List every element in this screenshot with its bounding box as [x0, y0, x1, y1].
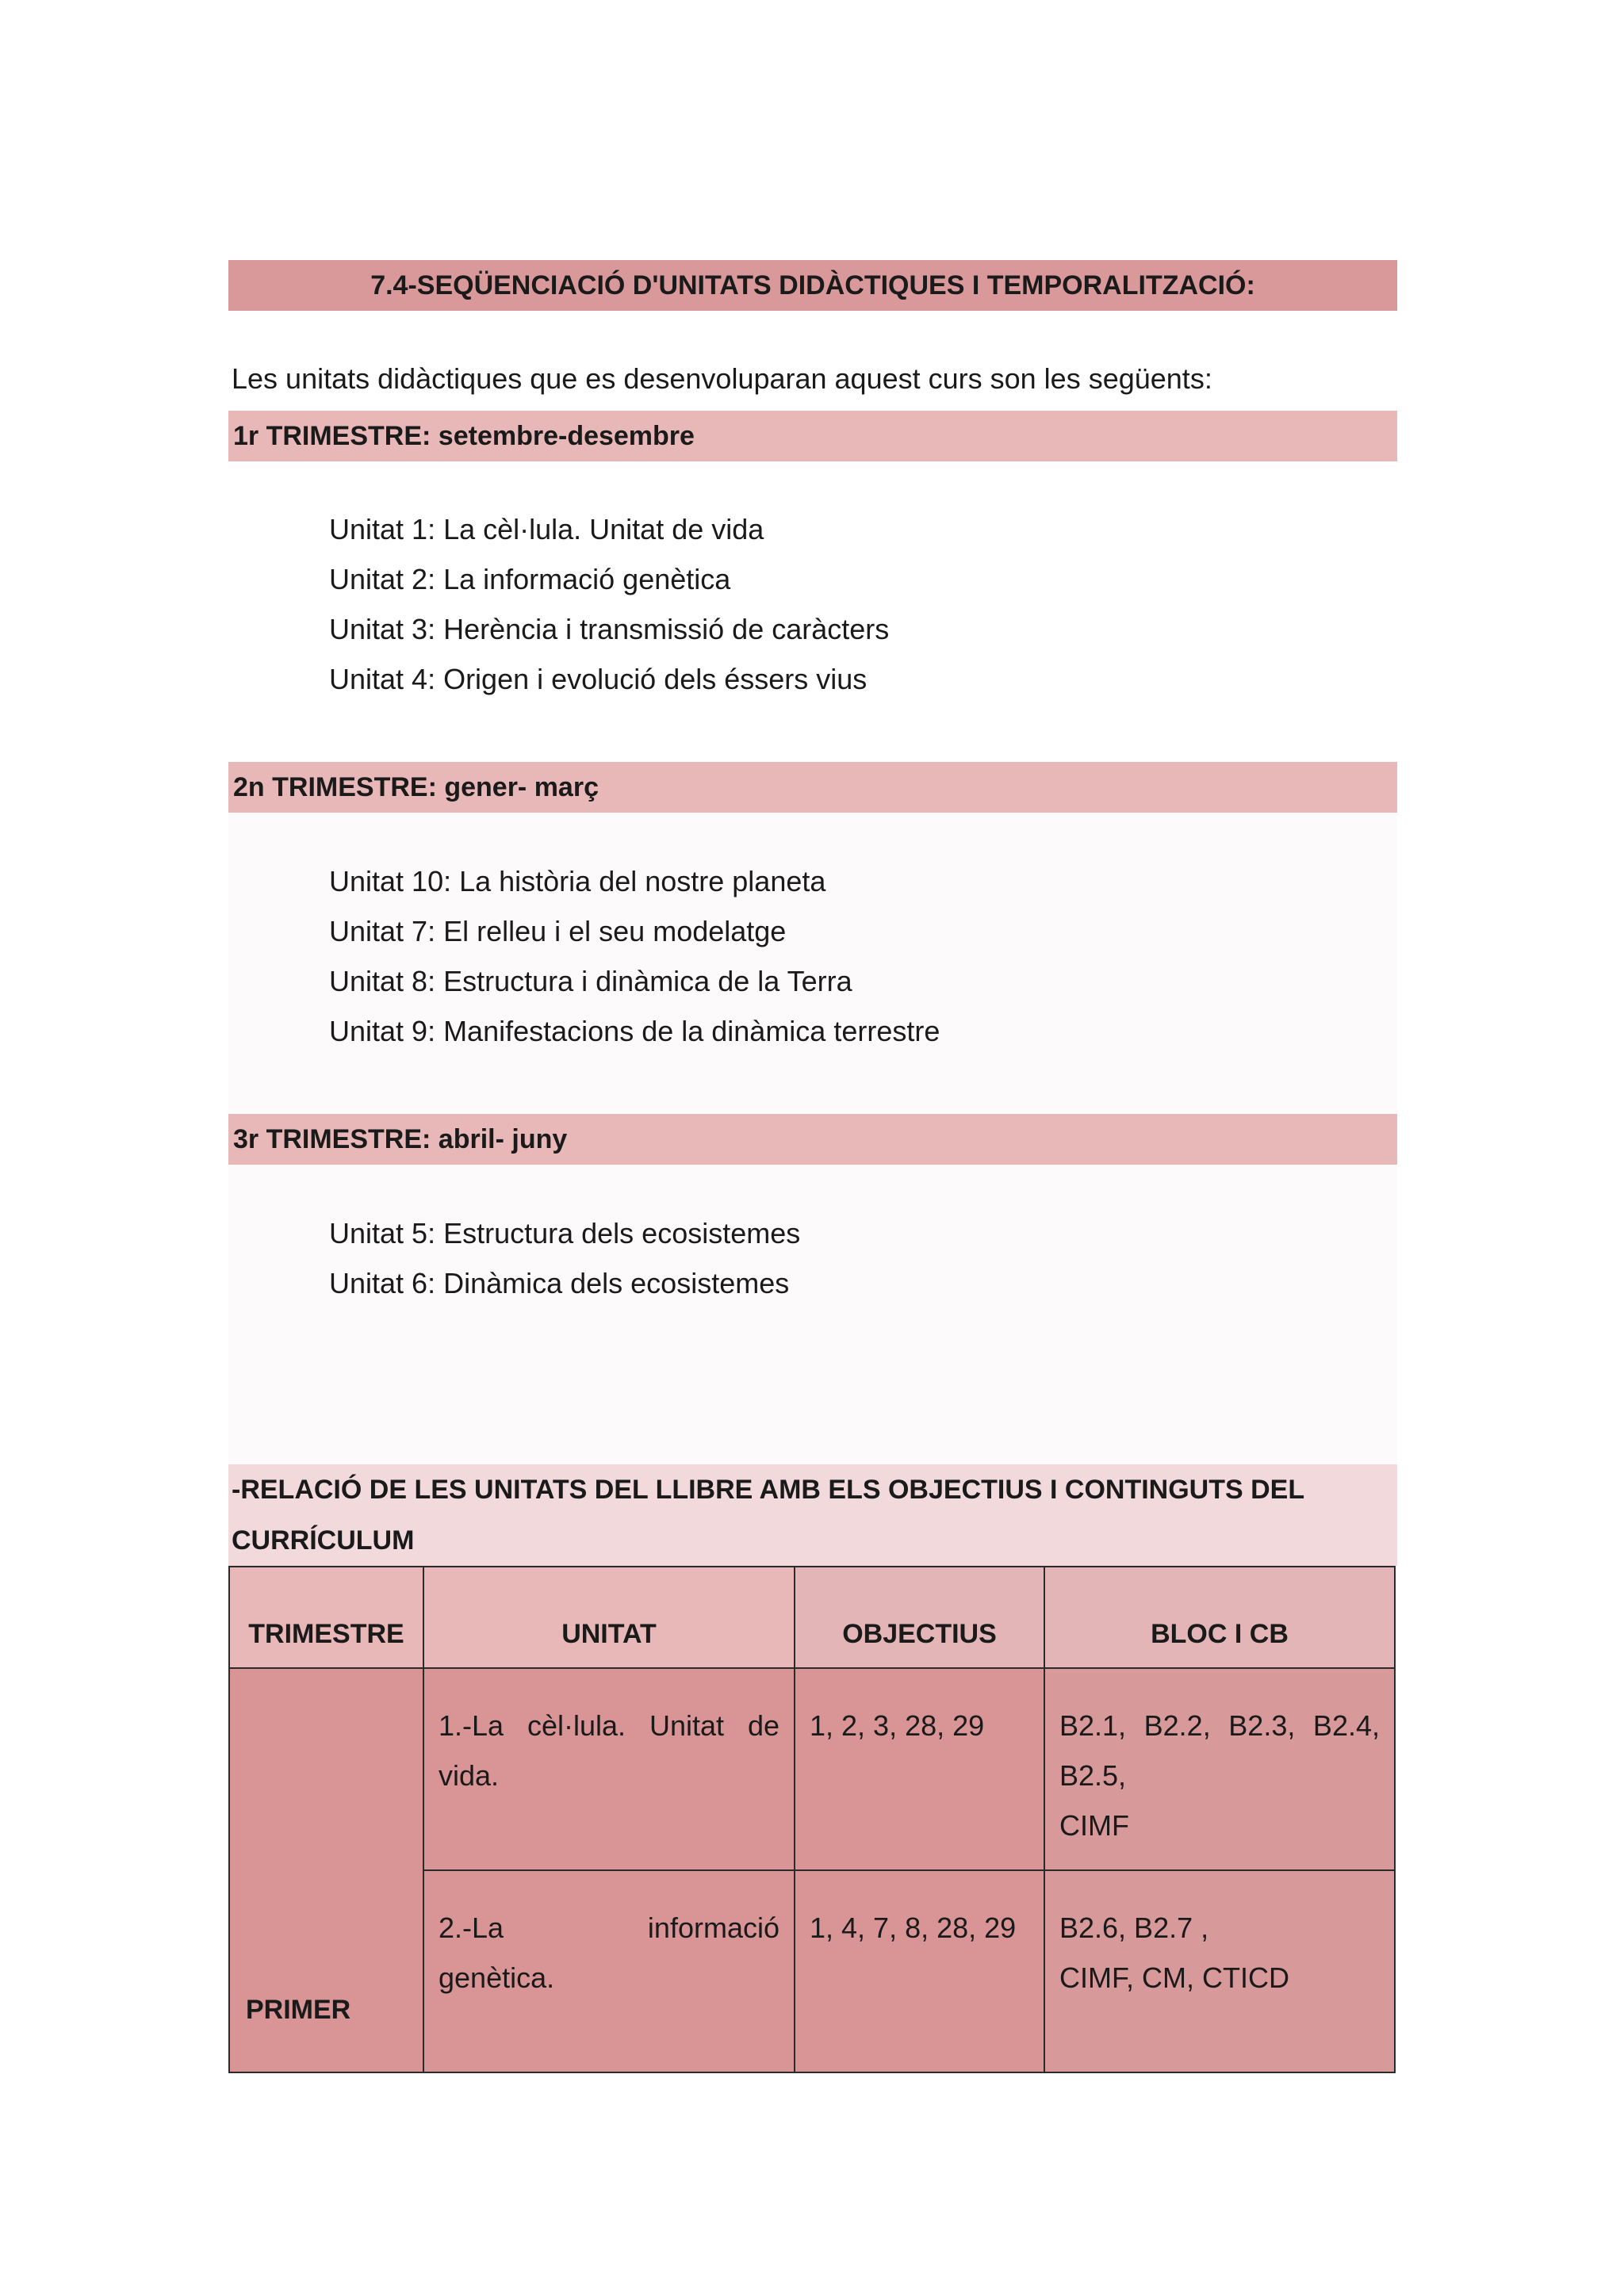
- trimester-3-heading: 3r TRIMESTRE: abril- juny: [228, 1114, 1397, 1165]
- trimester-1-units: [329, 504, 889, 704]
- table-row: [229, 1668, 1395, 1870]
- list-item: Unitat 10: La història del nostre planeta: [329, 865, 826, 897]
- relation-title-line-1: -RELACIÓ DE LES UNITATS DEL LLIBRE AMB ELS OBJECTIUS I CONTINGUTS DEL CURRÍCULUM: [232, 1475, 1304, 1556]
- list-item: Unitat 9: Manifestacions de la dinàmica terrestre: [329, 1015, 940, 1047]
- list-item: Unitat 4: Origen i evolució dels éssers vius: [329, 663, 868, 695]
- bloc-text-line: B2.6, B2.7 ,: [1059, 1911, 1209, 1944]
- header-trimestre: TRIMESTRE: [229, 1567, 423, 1668]
- relation-title: [228, 1464, 1397, 1566]
- table-header-row: [229, 1567, 1395, 1668]
- bloc-text-line: CIMF: [1059, 1809, 1129, 1842]
- unit-cell: [423, 1668, 795, 1870]
- bloc-text-line: B2.1, B2.2, B2.3, B2.4,: [1059, 1709, 1380, 1742]
- header-objectius: OBJECTIUS: [795, 1567, 1044, 1668]
- header-bloc: BLOC I CB: [1044, 1567, 1395, 1668]
- list-item: Unitat 7: El relleu i el seu modelatge: [329, 915, 787, 947]
- unit-cell: [423, 1870, 795, 2072]
- trimester-cell: PRIMER: [229, 1668, 423, 2072]
- relation-table: [228, 1566, 1396, 2073]
- trimester-2-units: [329, 856, 940, 1056]
- bloc-cell: [1044, 1668, 1395, 1870]
- objectives-cell: 1, 2, 3, 28, 29: [795, 1668, 1044, 1870]
- intro-text: Les unitats didàctiques que es desenvoluparan aquest curs son les següents:: [232, 362, 1212, 395]
- header-unitat: UNITAT: [423, 1567, 795, 1668]
- bloc-cell: [1044, 1870, 1395, 2072]
- unit-text-line: 1.-La cèl·lula. Unitat de: [439, 1709, 779, 1742]
- list-item: Unitat 3: Herència i transmissió de caràcters: [329, 613, 890, 645]
- list-item: Unitat 1: La cèl·lula. Unitat de vida: [329, 513, 764, 545]
- trimester-1-heading: 1r TRIMESTRE: setembre-desembre: [228, 411, 1397, 461]
- list-item: Unitat 2: La informació genètica: [329, 563, 731, 595]
- unit-text-line: 2.-La informació: [439, 1911, 779, 1944]
- unit-text-line: vida.: [439, 1759, 500, 1792]
- unit-text-line: genètica.: [439, 1961, 555, 1994]
- objectives-cell: 1, 4, 7, 8, 28, 29: [795, 1870, 1044, 2072]
- list-item: Unitat 5: Estructura dels ecosistemes: [329, 1217, 801, 1249]
- list-item: Unitat 6: Dinàmica dels ecosistemes: [329, 1267, 790, 1299]
- trimester-2-heading: 2n TRIMESTRE: gener- març: [228, 762, 1397, 813]
- section-title: 7.4-SEQÜENCIACIÓ D'UNITATS DIDÀCTIQUES I TEMPORALITZACIÓ:: [228, 260, 1397, 311]
- trimester-3-units: [329, 1208, 800, 1308]
- bloc-text-line: CIMF, CM, CTICD: [1059, 1961, 1289, 1994]
- list-item: Unitat 8: Estructura i dinàmica de la Terra: [329, 965, 852, 997]
- bloc-text-line: B2.5,: [1059, 1759, 1127, 1792]
